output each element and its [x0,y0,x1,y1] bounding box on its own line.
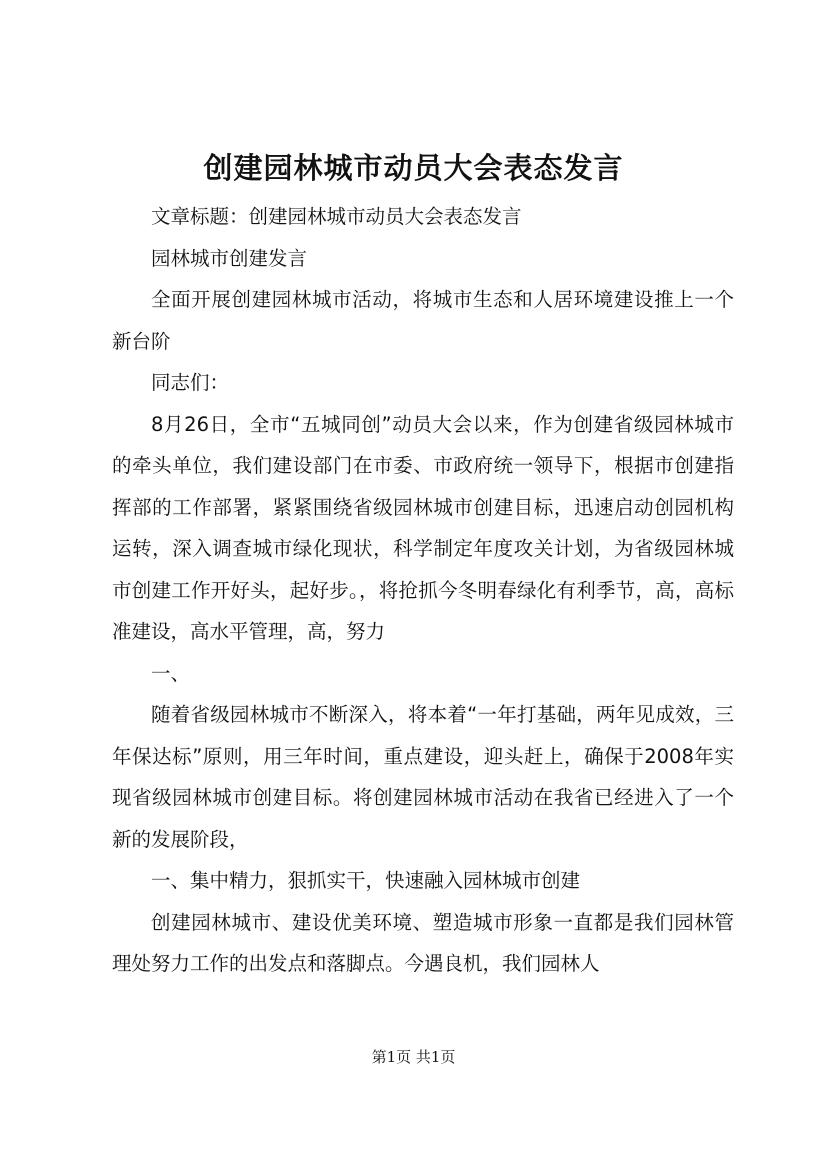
paragraph: 随着省级园林城市不断深入，将本着“一年打基础，两年见成效，三年保达标”原则，用三年时间，重点建设，迎头赶上，确保于2008年实现省级园林城市创建目标。将创建园林城市活动在我省已经进入了一个新的发展阶段， [112,703,734,851]
paragraph: 文章标题：创建园林城市动员大会表态发言 [151,205,522,228]
paragraph: 同志们： [151,371,230,394]
document-body [112,196,734,985]
paragraph: 全面开展创建园林城市活动，将城市生态和人居环境建设推上一个新台阶 [112,288,734,353]
paragraph: 8月26日，全市“五城同创”动员大会以来，作为创建省级园林城市的牵头单位，我们建设部门在市委、市政府统一领导下，根据市创建指挥部的工作部署，紧紧围绕省级园林城市创建目标，迅速启动创园机构运转，深入调查城市绿化现状，科学制定年度攻关计划，为省级园林城市创建工作开好头，起好步。，将抢抓今冬明春绿化有利季节，高，高标准建设，高水平管理，高，努力 [112,412,734,643]
paragraph: 一、 [151,661,191,685]
paragraph: 创建园林城市、建设优美环境、塑造城市形象一直都是我们园林管理处努力工作的出发点和落脚点。今遇良机，我们园林人 [112,910,734,975]
section-heading: 一、集中精力，狠抓实干，快速融入园林城市创建 [151,869,581,892]
document-title: 创建园林城市动员大会表态发言 [203,151,624,185]
page-footer: 第1页 共1页 [371,1048,456,1066]
paragraph: 园林城市创建发言 [151,246,308,270]
